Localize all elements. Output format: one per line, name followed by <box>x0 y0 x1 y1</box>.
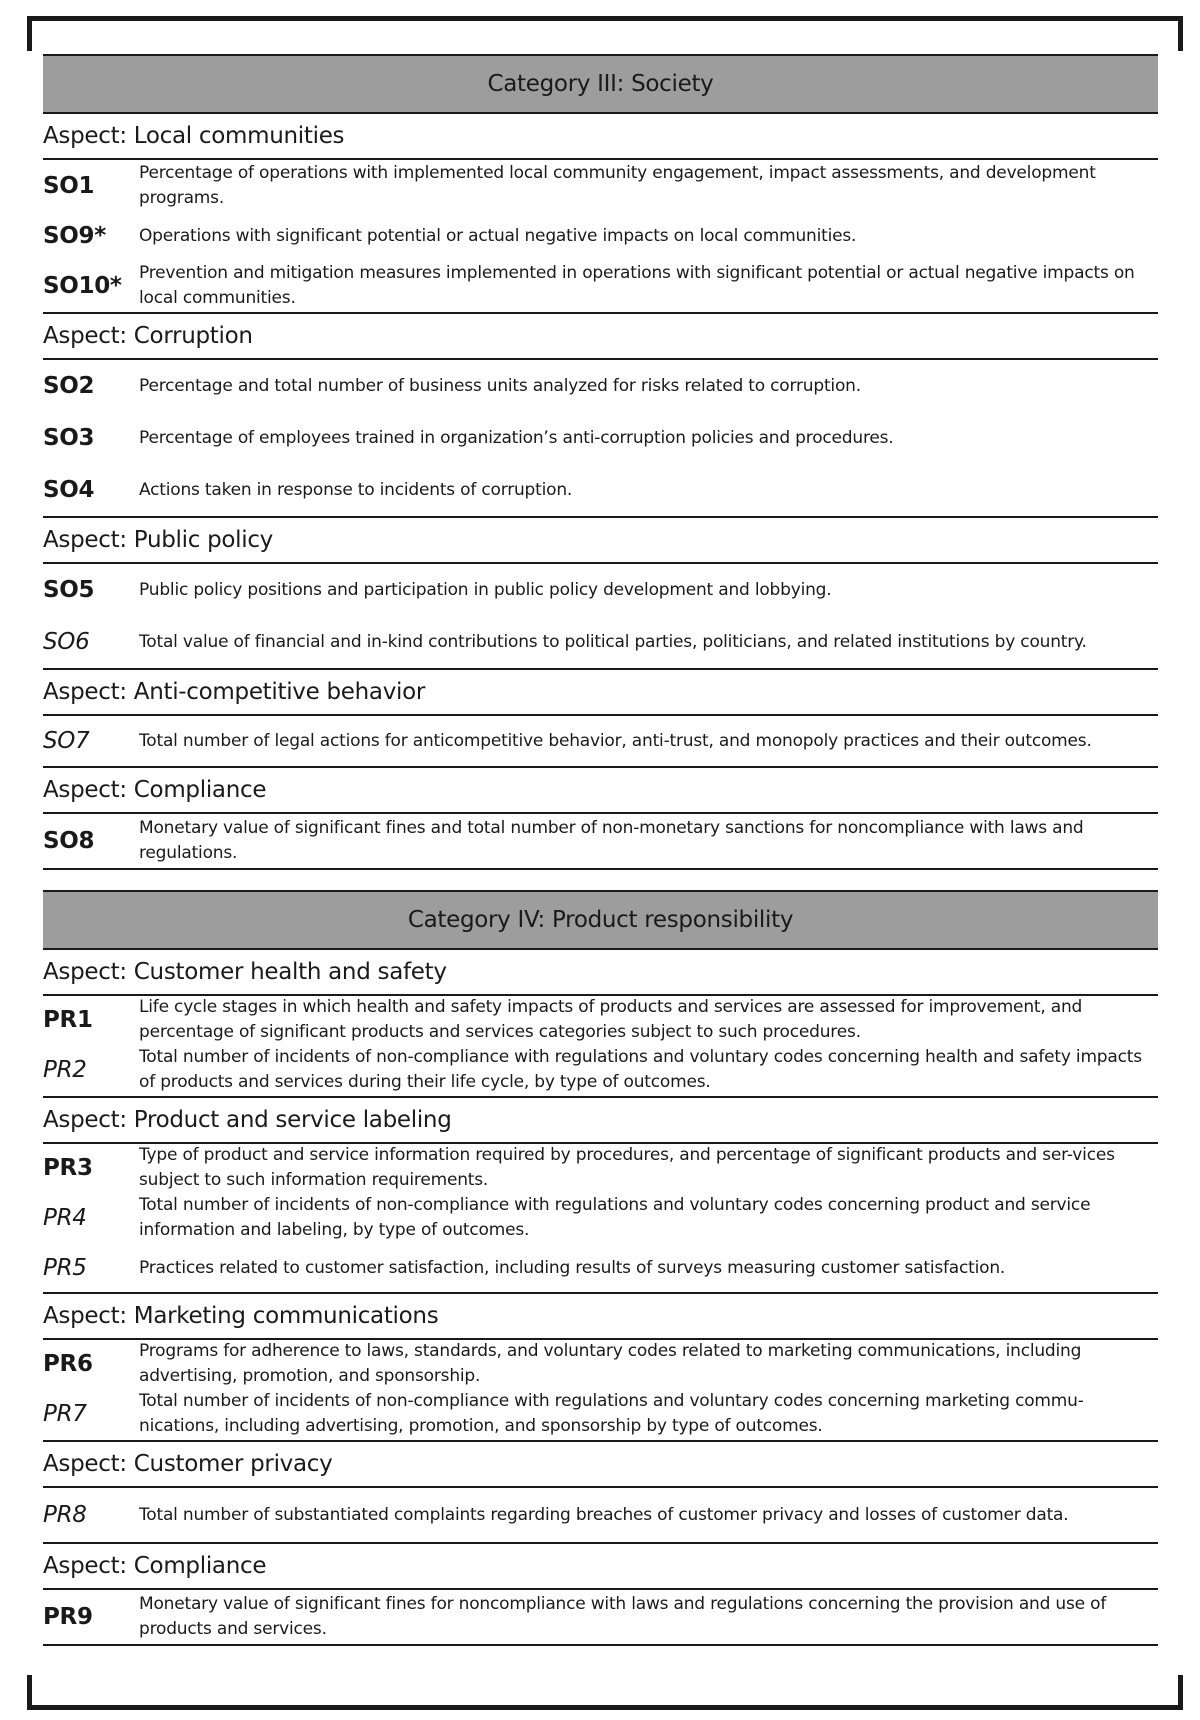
indicator-row <box>43 360 1158 412</box>
aspect-heading: Aspect: Customer privacy <box>43 1440 1158 1488</box>
indicator-code: PR6 <box>43 1351 93 1377</box>
indicator-description: Actions taken in response to incidents of corruption. <box>139 479 573 500</box>
indicator-row <box>43 1388 1158 1440</box>
indicator-code: SO8 <box>43 828 95 854</box>
indicator-description: Operations with significant potential or actual negative impacts on local communities. <box>139 225 857 246</box>
indicator-row <box>43 1488 1158 1542</box>
indicator-code: PR9 <box>43 1604 93 1630</box>
indicator-description: Total number of incidents of non-compliance with regulations and voluntary codes concerning product and service information and labeling, by type of outcomes. <box>139 1195 1091 1240</box>
indicator-code: SO4 <box>43 477 95 503</box>
aspect-heading: Aspect: Corruption <box>43 312 1158 360</box>
indicator-row <box>43 1590 1158 1644</box>
indicator-code: PR8 <box>43 1502 87 1528</box>
indicator-code: SO10* <box>43 273 122 299</box>
indicator-code: SO2 <box>43 373 95 399</box>
indicator-code: PR7 <box>43 1401 87 1427</box>
indicator-code: SO5 <box>43 577 95 603</box>
indicator-code: SO7 <box>43 728 90 754</box>
aspect-heading: Aspect: Marketing communications <box>43 1292 1158 1340</box>
indicator-description: Monetary value of significant fines and total number of non-monetary sanctions for noncompliance with laws and regulations. <box>139 818 1084 863</box>
indicator-description: Monetary value of significant fines for noncompliance with laws and regulations concerning the provision and use of products and services. <box>139 1594 1107 1639</box>
indicator-description: Total number of incidents of non-compliance with regulations and voluntary codes concerning marketing commu-nications, including advertising, promotion, and sponsorship by type of outcomes. <box>139 1391 1084 1436</box>
indicator-description: Programs for adherence to laws, standards, and voluntary codes related to marketing communications, including advertising, promotion, and sponsorship. <box>139 1341 1082 1386</box>
indicator-code: PR4 <box>43 1205 87 1231</box>
indicator-row <box>43 1192 1158 1244</box>
indicator-description: Type of product and service information required by procedures, and percentage of significant products and ser-vices subject to such information requirements. <box>139 1145 1115 1190</box>
indicator-code: SO9* <box>43 223 106 249</box>
indicator-description: Prevention and mitigation measures implemented in operations with significant potential or actual negative impacts on local communities. <box>139 263 1135 308</box>
indicator-row <box>43 464 1158 516</box>
indicator-row <box>43 160 1158 212</box>
aspect-heading: Aspect: Product and service labeling <box>43 1096 1158 1144</box>
indicator-description: Percentage and total number of business units analyzed for risks related to corruption. <box>139 375 861 396</box>
indicator-code: PR1 <box>43 1007 93 1033</box>
category-gap <box>43 870 1158 890</box>
frame-bottom-bracket <box>27 1675 1183 1710</box>
aspect-heading: Aspect: Customer health and safety <box>43 950 1158 996</box>
indicator-row <box>43 996 1158 1044</box>
category-header: Category III: Society <box>43 54 1158 114</box>
indicator-row <box>43 1144 1158 1192</box>
indicator-description: Percentage of operations with implemented local community engagement, impact assessments, and development programs. <box>139 163 1096 208</box>
indicator-row <box>43 1340 1158 1388</box>
indicator-row <box>43 564 1158 616</box>
indicator-description: Total number of legal actions for anticompetitive behavior, anti-trust, and monopoly practices and their outcomes. <box>139 730 1092 751</box>
aspect-heading: Aspect: Local communities <box>43 114 1158 160</box>
indicator-code: PR3 <box>43 1155 93 1181</box>
aspect-heading: Aspect: Public policy <box>43 516 1158 564</box>
indicator-code: PR5 <box>43 1255 87 1281</box>
category-header: Category IV: Product responsibility <box>43 890 1158 950</box>
indicator-description: Practices related to customer satisfaction, including results of surveys measuring customer satisfaction. <box>139 1257 1006 1278</box>
indicator-code: SO3 <box>43 425 95 451</box>
aspect-heading: Aspect: Compliance <box>43 1542 1158 1590</box>
indicator-row <box>43 260 1158 312</box>
category-end-rule <box>43 1644 1158 1646</box>
indicator-row <box>43 814 1158 868</box>
indicator-row <box>43 412 1158 464</box>
indicator-description: Life cycle stages in which health and safety impacts of products and services are assessed for improvement, and percentage of significant products and services categories subject to such procedures. <box>139 997 1083 1042</box>
aspect-heading: Aspect: Compliance <box>43 766 1158 814</box>
indicator-description: Percentage of employees trained in organization’s anti-corruption policies and procedures. <box>139 427 894 448</box>
frame-top-bracket <box>27 16 1183 51</box>
indicator-code: PR2 <box>43 1057 87 1083</box>
indicator-row <box>43 212 1158 260</box>
indicator-row <box>43 1044 1158 1096</box>
indicator-code: SO6 <box>43 629 90 655</box>
indicator-row <box>43 1244 1158 1292</box>
indicator-row <box>43 716 1158 766</box>
indicator-description: Total number of incidents of non-compliance with regulations and voluntary codes concerning health and safety impacts of products and services during their life cycle, by type of outcomes. <box>139 1047 1142 1092</box>
indicator-description: Total value of financial and in-kind contributions to political parties, politicians, and related institutions by country. <box>139 631 1087 652</box>
indicator-code: SO1 <box>43 173 95 199</box>
aspect-heading: Aspect: Anti-competitive behavior <box>43 668 1158 716</box>
indicator-table <box>43 54 1158 1646</box>
indicator-description: Total number of substantiated complaints regarding breaches of customer privacy and losses of customer data. <box>139 1504 1069 1525</box>
indicator-description: Public policy positions and participation in public policy development and lobbying. <box>139 579 832 600</box>
indicator-row <box>43 616 1158 668</box>
